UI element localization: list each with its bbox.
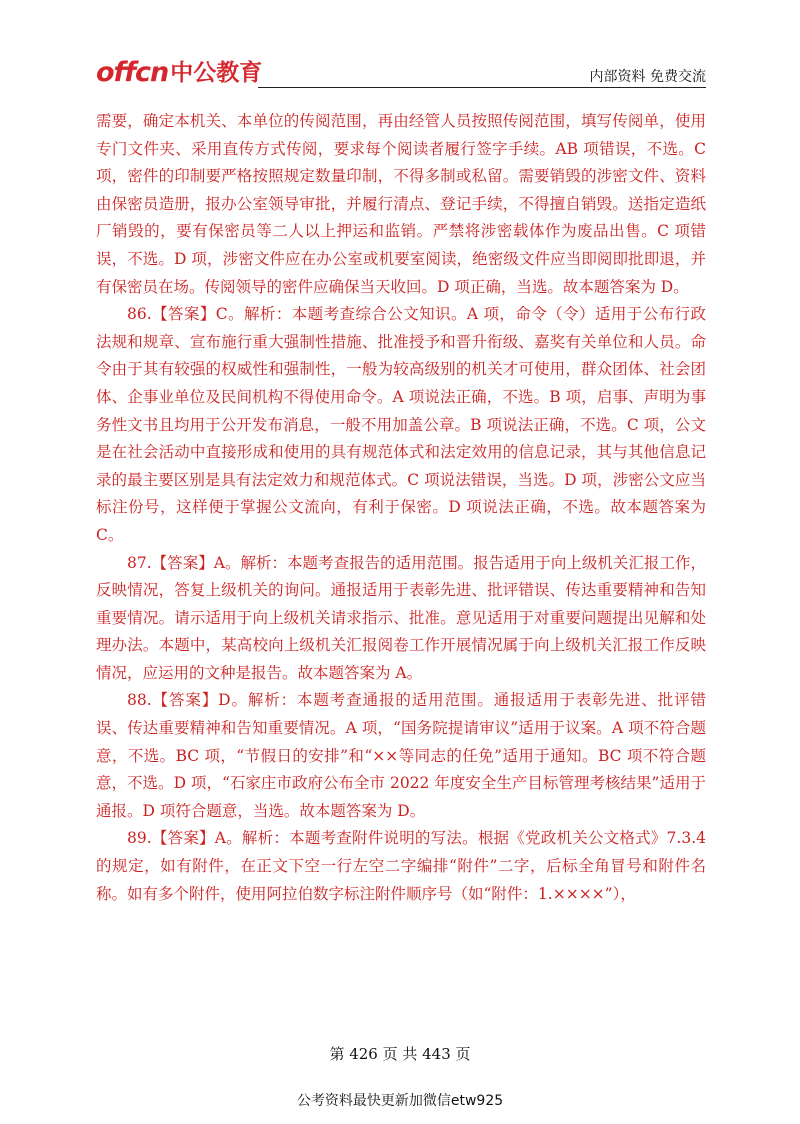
page-number: 第 426 页 共 443 页	[329, 1045, 471, 1063]
document-body	[96, 108, 706, 908]
offcn-logo	[96, 58, 262, 88]
logo-text-cn: 中公教育	[170, 60, 263, 86]
paragraph-continued: 需要，确定本机关、本单位的传阅范围，再由经管人员按照传阅范围，填写传阅单，使用专门文件夹、采用直传方式传阅，要求每个阅读者履行签字手续。AB 项错误，不选。C 项，密件的印制要严格按照规定数量印制，不得多制或私留。需要销毁的涉密文件、资料由保密员造册，报办公室领导审批，并履行清点、登记手续，不得擅自销毁。送指定造纸厂销毁的，要有保密员等二人以上押运和监销。严禁将涉密载体作为废品出售。C 项错误，不选。D 项，涉密文件应在办公室或机要室阅读，绝密级文件应当即阅即批即退，并有保密员在场。传阅领导的密件应确保当天收回。D 项正确，当选。故本题答案为 D。	[96, 112, 706, 296]
footer-note: 公考资料最快更新加微信etw925	[296, 1093, 504, 1109]
answer-86: 86.【答案】C。解析：本题考查综合公文知识。A 项，命令（令）适用于公布行政法规和规章、宣布施行重大强制性措施、批准授予和晋升衔级、嘉奖有关单位和人员。命令由于其有较强的权威性和强制性，一般为较高级别的机关才可使用，群众团体、社会团体、企事业单位及民间机构不得使用命令。A 项说法正确，不选。B 项，启事、声明为事务性文书且均用于公开发布消息，一般不用加盖公章。B 项说法正确，不选。C 项，公文是在社会活动中直接形成和使用的具有规范体式和法定效用的信息记录，其与其他信息记录的最主要区别是具有法定效力和规范体式。C 项说法错误，当选。D 项，涉密公文应当标注份号，这样便于掌握公文流向，有利于保密。D 项说法正确，不选。故本题答案为 C。	[96, 305, 706, 544]
answer-87: 87.【答案】A。解析：本题考查报告的适用范围。报告适用于向上级机关汇报工作，反映情况，答复上级机关的询问。通报适用于表彰先进、批评错误、传达重要精神和告知重要情况。请示适用于向上级机关请求指示、批准。意见适用于对重要问题提出见解和处理办法。本题中，某高校向上级机关汇报阅卷工作开展情况属于向上级机关汇报工作反映情况，应运用的文种是报告。故本题答案为 A。	[96, 553, 706, 682]
header-tagline: 内部资料 免费交流	[589, 69, 706, 85]
answer-88: 88.【答案】D。解析：本题考查通报的适用范围。通报适用于表彰先进、批评错误、传达重要精神和告知重要情况。A 项，“国务院提请审议”适用于议案。A 项不符合题意，不选。BC 项，“节假日的安排”和“××等同志的任免”适用于通知。BC 项不符合题意，不选。D 项，“石家庄市政府公布全市 2022 年度安全生产目标管理考核结果”适用于通报。D 项符合题意，当选。故本题答案为 D。	[96, 691, 706, 820]
page-header	[96, 58, 706, 88]
answer-89: 89.【答案】A。解析：本题考查附件说明的写法。根据《党政机关公文格式》7.3.4 的规定，如有附件，在正文下空一行左空二字编排“附件”二字，后标全角冒号和附件名称。如有多个附件，使用阿拉伯数字标注附件顺序号（如“附件：1.××××”），	[96, 829, 706, 903]
logo-text-en: offcn	[96, 57, 169, 88]
header-rule	[258, 87, 706, 88]
